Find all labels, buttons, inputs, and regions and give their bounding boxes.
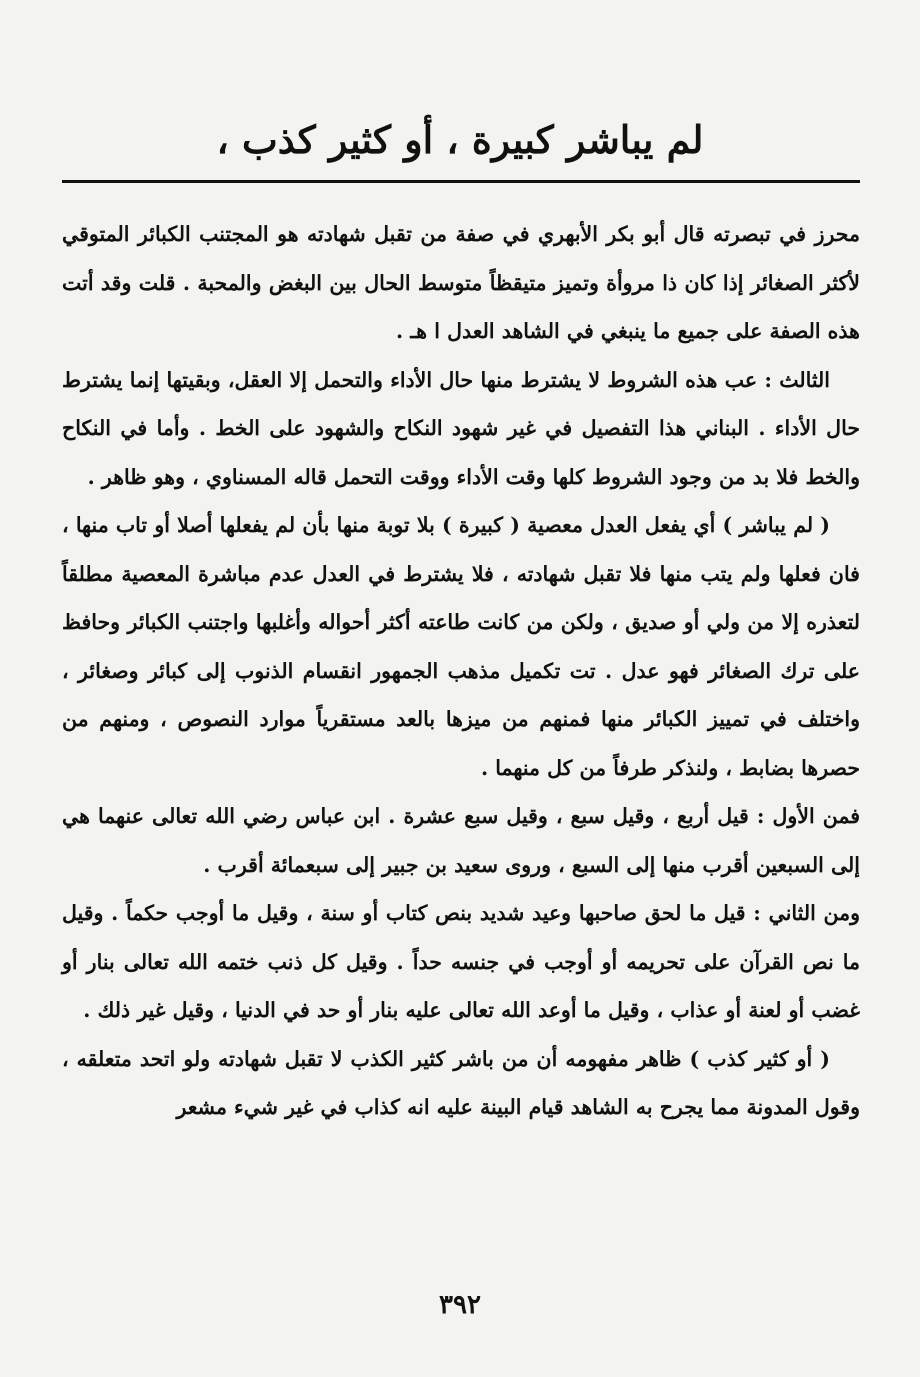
page-header-title: لم يباشر كبيرة ، أو كثير كذب ، [216, 117, 704, 162]
paragraph: الثالث : عب هذه الشروط لا يشترط منها حال الأداء والتحمل إلا العقل، وبقيتها إنما يشترط حال الأداء . البناني هذا التفصيل في غير شهود النكاح والشهود على الخط . وأما في النكاح والخط فلا بد من وجود الشروط كلها وقت الأداء ووقت التحمل قاله المسناوي ، وهو ظاهر . [62, 367, 860, 489]
paragraph: محرز في تبصرته قال أبو بكر الأبهري في صفة من تقبل شهادته هو المجتنب الكبائر المتوقي لأكثر الصغائر إذا كان ذا مروأة وتميز متيقظاً متوسط الحال بين البغض والمحبة . قلت وقد أتت هذه الصفة على جميع ما ينبغي في الشاهد العدل ا هـ . [62, 222, 860, 343]
paragraph: ( لم يباشر ) أي يفعل العدل معصية ( كبيرة ) بلا توبة منها بأن لم يفعلها أصلا أو تاب منها ، فان فعلها ولم يتب منها فلا تقبل شهادته ، فلا يشترط في العدل عدم مباشرة المعصية مطلقاً لتعذره إلا من ولي أو صديق ، ولكن من كانت طاعته أكثر أحواله وأغلبها واجتنب الكبائر وحافظ على ترك الصغائر فهو عدل . تت تكميل مذهب الجمهور انقسام الذنوب إلى كبائر وصغائر ، واختلف في تمييز الكبائر منها فمنهم من ميزها بالعد مستقرياً موارد النصوص ، ومنهم من حصرها بضابط ، ولنذكر طرفاً من كل منهما . [62, 513, 860, 780]
paragraph: فمن الأول : قيل أربع ، وقيل سبع ، وقيل سبع عشرة . ابن عباس رضي الله تعالى عنهما هي إلى السبعين أقرب منها إلى السبع ، وروى سعيد بن جبير إلى سبعمائة أقرب . [62, 804, 860, 877]
header-divider [62, 180, 860, 183]
page-number: ٣٩٢ [439, 1290, 481, 1320]
body-text [62, 210, 860, 1132]
paragraph: ومن الثاني : قيل ما لحق صاحبها وعيد شديد بنص كتاب أو سنة ، وقيل ما أوجب حكماً . وقيل ما نص القرآن على تحريمه أو أوجب في جنسه حداً . وقيل كل ذنب ختمه الله تعالى بنار أو غضب أو لعنة أو عذاب ، وقيل ما أوعد الله تعالى عليه بنار أو حد في الدنيا ، وقيل غير ذلك . [62, 901, 860, 1022]
paragraph: ( أو كثير كذب ) ظاهر مفهومه أن من باشر كثير الكذب لا تقبل شهادته ولو اتحد متعلقه ، وقول المدونة مما يجرح به الشاهد قيام البينة عليه انه كذاب في غير شيء مشعر [62, 1046, 860, 1119]
